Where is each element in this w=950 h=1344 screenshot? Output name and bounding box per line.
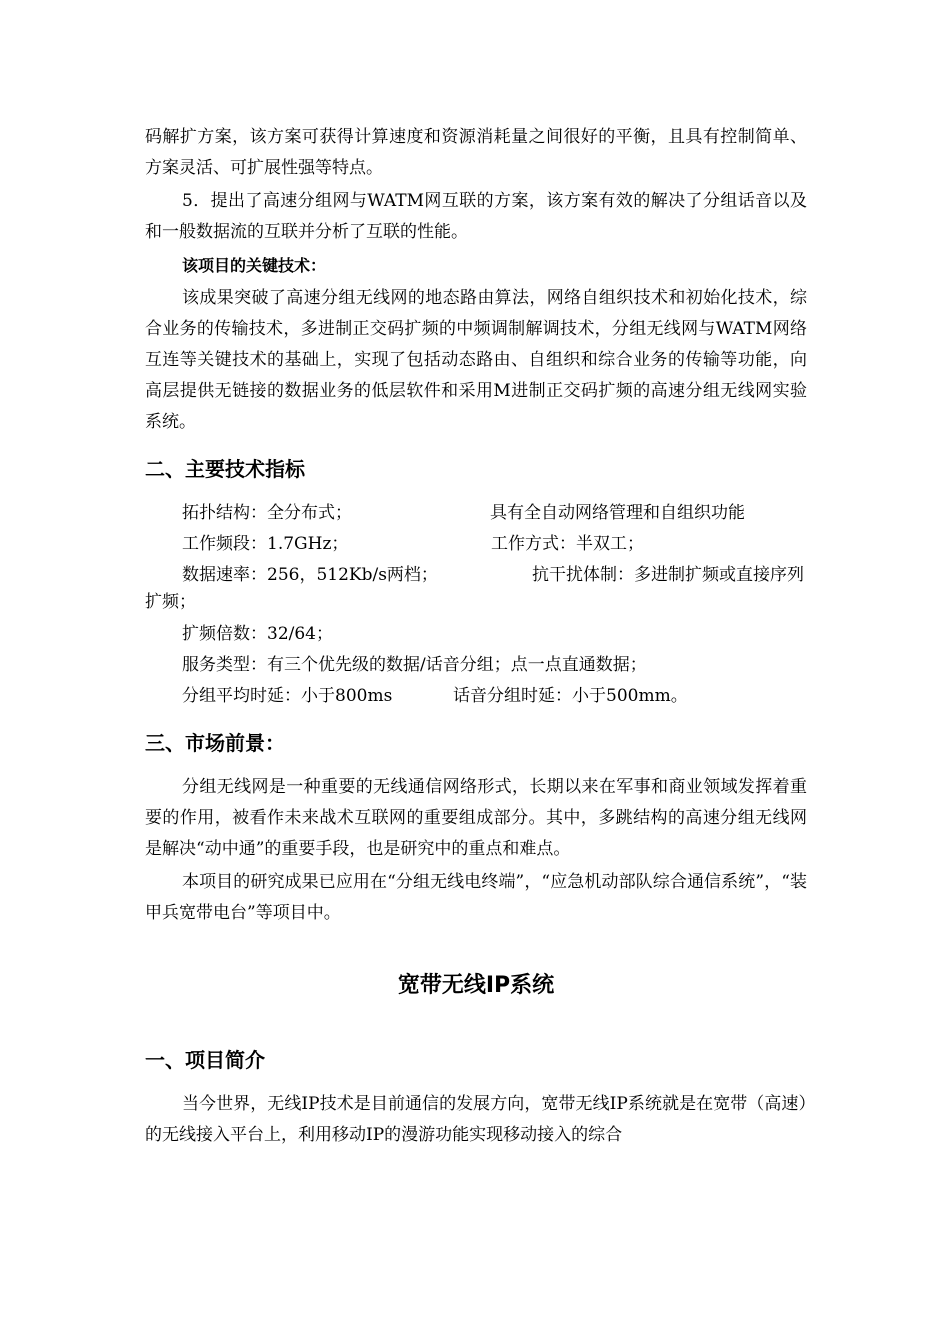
spec-row-rate [145, 560, 807, 615]
spec-row-band [145, 529, 807, 560]
section-2-heading: 二、主要技术指标 [145, 457, 305, 481]
market-paragraph-1: 分组无线网是一种重要的无线通信网络形式，长期以来在军事和商业领域发挥着重要的作用，被看作未来战术互联网的重要组成部分。其中，多跳结构的高速分组无线网是解决“动中通”的重要手段，也是研究中的重点和难点。 [145, 777, 807, 859]
spec-rate: 数据速率：256，512Kb/s两档； [182, 565, 438, 585]
spec-delay: 分组平均时延：小于800ms [182, 686, 393, 706]
spec-auto-management: 具有全自动网络管理和自组织功能 [490, 503, 745, 523]
spec-row-service [145, 650, 807, 681]
project-intro-paragraph: 当今世界，无线IP技术是目前通信的发展方向，宽带无线IP系统就是在宽带（高速）的无线接入平台上，利用移动IP的漫游功能实现移动接入的综合 [145, 1094, 807, 1145]
project-intro-heading: 一、项目简介 [145, 1048, 265, 1072]
spec-voice-delay: 话音分组时延：小于500mm。 [453, 686, 688, 706]
spec-antijam: 抗干扰体制：多进制扩频或直接序列 [532, 565, 804, 585]
document-title: 宽带无线IP系统 [397, 973, 555, 998]
market-paragraph-2: 本项目的研究成果已应用在“分组无线电终端”，“应急机动部队综合通信系统”，“装甲兵宽带电台”等项目中。 [145, 872, 807, 923]
spec-service: 服务类型：有三个优先级的数据/话音分组；点一点直通数据； [182, 655, 647, 675]
document-page [145, 122, 807, 1153]
spec-band: 工作频段：1.7GHz； [182, 534, 349, 554]
spec-row-topology [145, 498, 807, 529]
key-tech-heading: 该项目的关键技术： [182, 256, 327, 275]
spec-antijam-continued: 扩频； [145, 592, 196, 612]
spec-topology: 拓扑结构：全分布式； [182, 503, 352, 523]
key-tech-paragraph: 该成果突破了高速分组无线网的地态路由算法，网络自组织技术和初始化技术，综合业务的传输技术，多进制正交码扩频的中频调制解调技术，分组无线网与WATM网络互连等关键技术的基础上，实现了包括动态路由、自组织和综合业务的传输等功能，向高层提供无链接的数据业务的低层软件和采用M进制正交码扩频的高速分组无线网实验系统。 [145, 288, 807, 432]
intro-paragraph-1: 码解扩方案，该方案可获得计算速度和资源消耗量之间很好的平衡，且具有控制简单、方案灵活、可扩展性强等特点。 [145, 127, 807, 178]
section-3-heading: 三、市场前景： [145, 731, 285, 755]
spec-row-spread [145, 619, 807, 650]
spec-row-delay [145, 681, 807, 712]
spec-spread: 扩频倍数：32/64； [182, 624, 333, 644]
intro-paragraph-2: 5．提出了高速分组网与WATM网互联的方案，该方案有效的解决了分组话音以及和一般数据流的互联并分析了互联的性能。 [145, 191, 807, 242]
spec-mode: 工作方式：半双工； [491, 534, 644, 554]
